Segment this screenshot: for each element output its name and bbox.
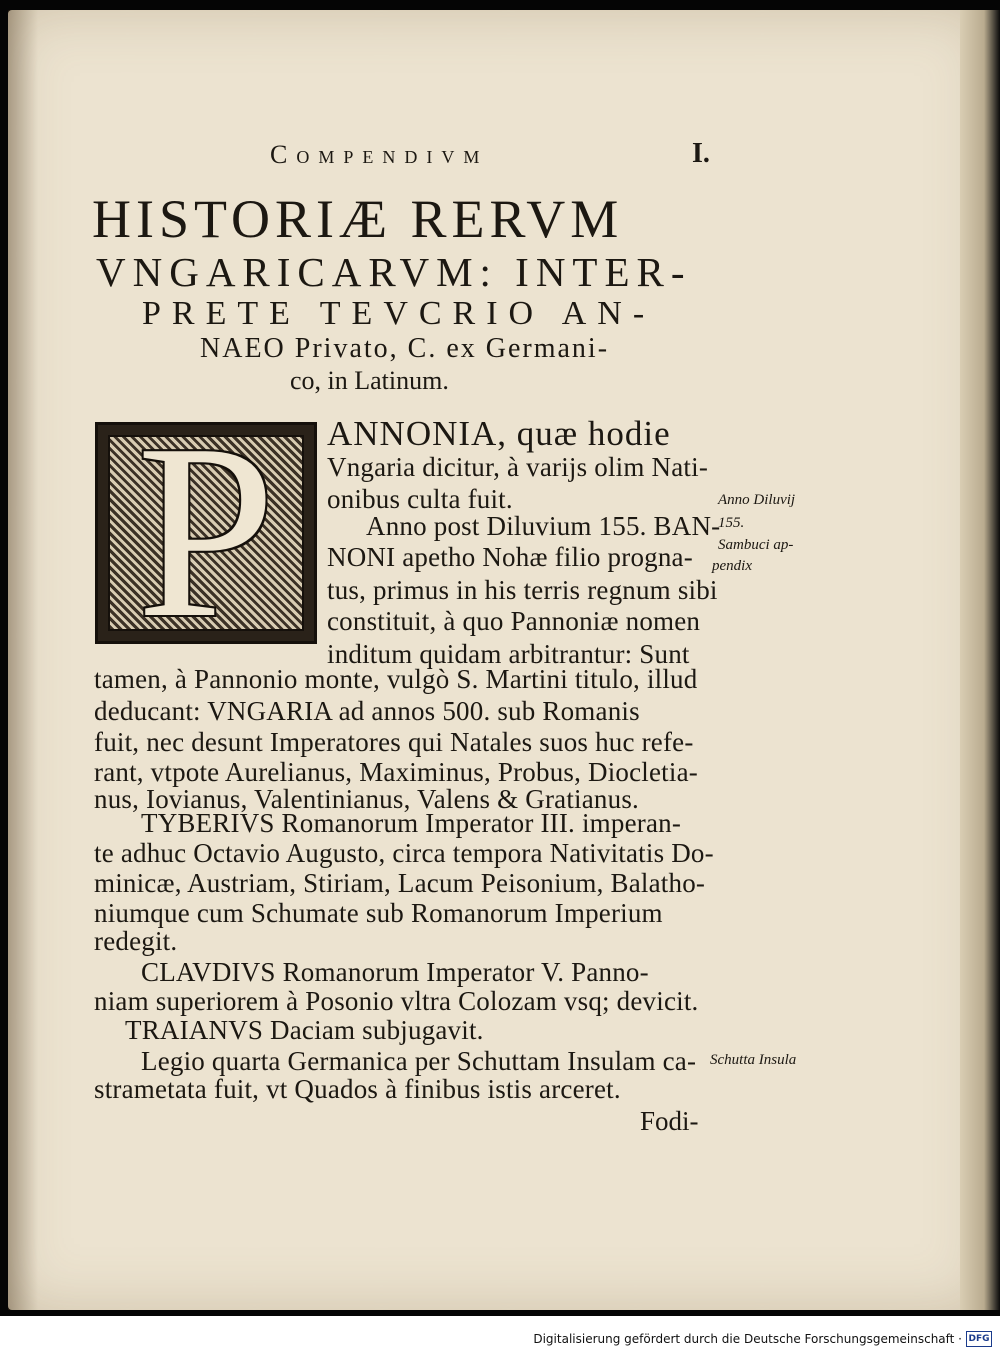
title-line-3: PRETE TEVCRIO AN- — [142, 295, 656, 332]
page-gutter-shadow — [8, 10, 38, 1310]
body-line: Anno post Diluvium 155. BAN- — [366, 511, 721, 541]
marginal-note: Sambuci ap- — [718, 537, 794, 553]
body-line: ANNONIA, quæ hodie — [327, 414, 671, 453]
body-line: onibus culta fuit. — [327, 484, 513, 514]
body-line: fuit, nec desunt Imperatores qui Natales suos huc refe- — [94, 727, 694, 757]
catchword: Fodi- — [640, 1106, 699, 1136]
body-line: niam superiorem à Posonio vltra Colozam vsq; devicit. — [94, 986, 699, 1016]
body-line: minicæ, Austriam, Stiriam, Lacum Peisonium, Balatho- — [94, 868, 706, 898]
body-line: inditum quidam arbitrantur: Sunt — [327, 639, 690, 669]
body-line: niumque cum Schumate sub Romanorum Imperium — [94, 898, 663, 928]
body-line: CLAVDIVS Romanorum Imperator V. Panno- — [141, 957, 649, 987]
body-line: te adhuc Octavio Augusto, circa tempora Nativitatis Do- — [94, 838, 714, 868]
running-head: Compendivm — [270, 140, 489, 169]
title-line-1: HISTORIÆ RERVM — [92, 189, 624, 249]
woodcut-initial — [95, 422, 317, 644]
title-line-5: co, in Latinum. — [290, 366, 449, 395]
title-line-2: VNGARICARVM: INTER- — [96, 249, 692, 295]
body-line: constituit, à quo Pannoniæ nomen — [327, 606, 701, 636]
body-line: strametata fuit, vt Quados à finibus istis arceret. — [94, 1074, 621, 1104]
body-line: NONI apetho Nohæ filio progna- — [327, 542, 693, 572]
body-line: Vngaria dicitur, à varijs olim Nati- — [327, 452, 709, 482]
body-line: rant, vtpote Aurelianus, Maximinus, Probus, Diocletia- — [94, 757, 698, 787]
body-line: TRAIANVS Daciam subjugavit. — [125, 1015, 484, 1045]
marginal-note: Schutta Insula — [710, 1052, 797, 1068]
dfg-logo: DFG — [966, 1331, 992, 1347]
marginal-note: Anno Diluvij — [718, 492, 796, 508]
body-line: tamen, à Pannonio monte, vulgò S. Martini titulo, illud — [94, 664, 698, 694]
initial-letter: P — [136, 422, 276, 644]
body-line: redegit. — [94, 926, 178, 956]
body-line: Legio quarta Germanica per Schuttam Insulam ca- — [141, 1046, 697, 1076]
page-edge — [960, 10, 1000, 1310]
body-line: tus, primus in his terris regnum sibi — [327, 575, 718, 605]
marginal-note: 155. — [718, 515, 745, 531]
body-line: nus, Iovianus, Valentinianus, Valens & Gratianus. — [94, 784, 639, 814]
folio-number: I. — [692, 138, 710, 169]
title-line-4: NAEO Privato, C. ex Germani- — [200, 333, 610, 364]
body-line: deducant: VNGARIA ad annos 500. sub Romanis — [94, 696, 640, 726]
marginal-note: pendix — [712, 558, 752, 574]
funding-credit: Digitalisierung gefördert durch die Deutsche Forschungsgemeinschaft · — [533, 1332, 962, 1346]
body-line: TYBERIVS Romanorum Imperator III. imperan- — [141, 808, 682, 838]
